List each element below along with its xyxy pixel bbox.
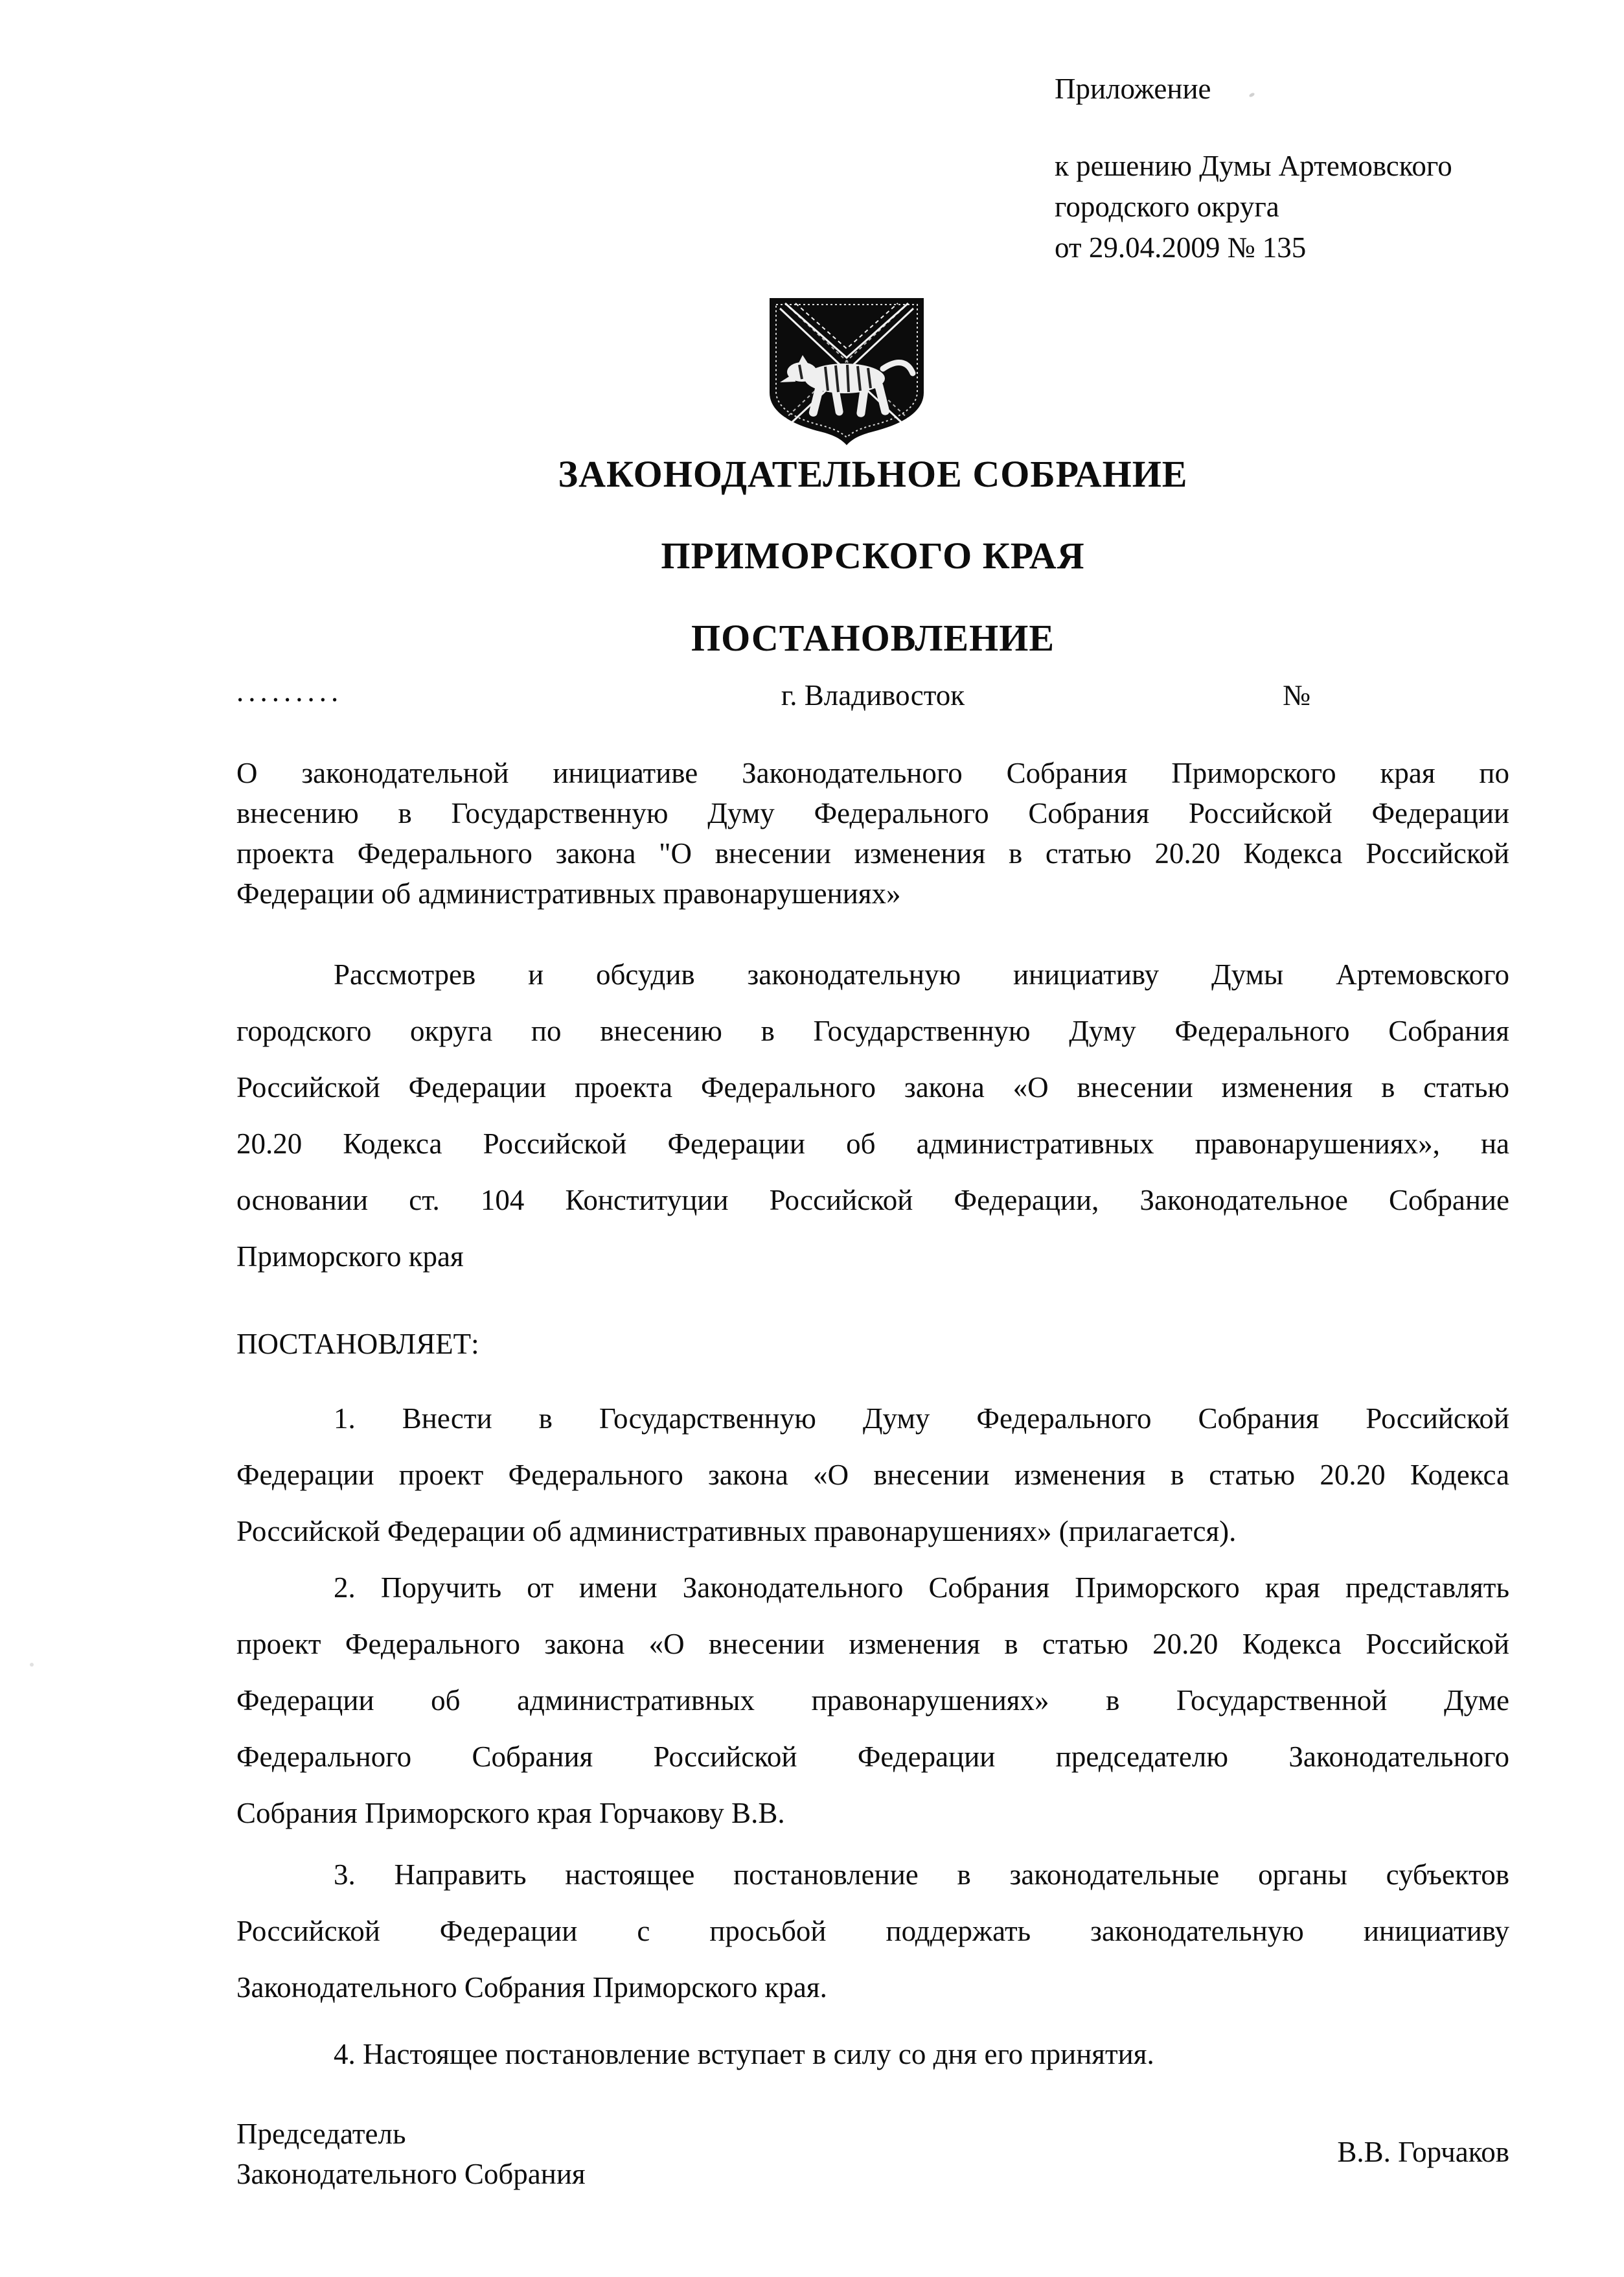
number-sign: № (1283, 679, 1310, 711)
org-name-line1: ЗАКОНОДАТЕЛЬНОЕ СОБРАНИЕ (558, 453, 1188, 495)
item-2-line: Собрания Приморского края Горчакову В.В. (236, 1797, 785, 1829)
subject-line: проекта Федерального закона "О внесении изменения в статью 20.20 Кодекса Российской (236, 837, 1509, 870)
paragraph-line: Рассмотрев и обсудив законодательную инициативу Думы Артемовского (334, 958, 1509, 991)
signature-block (236, 2114, 1509, 2194)
item-1-line: Российской Федерации об административных правонарушениях» (прилагается). (236, 1515, 1237, 1547)
signer-position-line: Председатель (236, 2118, 406, 2150)
item-3-line: Российской Федерации с просьбой поддержать законодательную инициативу (236, 1915, 1509, 1947)
item-3-line: 3. Направить настоящее постановление в законодательные органы субъектов (334, 1858, 1509, 1891)
signer-name: В.В. Горчаков (1337, 2136, 1509, 2168)
subject-line: внесению в Государственную Думу Федерального Собрания Российской Федерации (236, 797, 1509, 829)
org-name-line2: ПРИМОРСКОГО КРАЯ (661, 535, 1085, 577)
subject-line: Федерации об административных правонарушениях» (236, 877, 901, 910)
document-type-title: ПОСТАНОВЛЕНИЕ (691, 617, 1055, 659)
paragraph-line: Российской Федерации проекта Федерального закона «О внесении изменения в статью (236, 1071, 1509, 1104)
primorsky-krai-coat-of-arms-icon (766, 295, 928, 446)
appendix-line: к решению Думы Артемовского (1055, 150, 1452, 182)
paragraph-line: основании ст. 104 Конституции Российской Федерации, Законодательное Собрание (236, 1184, 1509, 1216)
subject-paragraph (236, 753, 1509, 914)
item-4-line: 4. Настоящее постановление вступает в силу со дня его принятия. (334, 2038, 1154, 2070)
scan-speck (30, 1663, 34, 1667)
subject-line: О законодательной инициативе Законодательного Собрания Приморского края по (236, 757, 1509, 789)
date-placeholder-dots: ......... (236, 675, 343, 708)
item-2-line: 2. Поручить от имени Законодательного Собрания Приморского края представлять (334, 1571, 1509, 1604)
item-1-line: Федерации проект Федерального закона «О внесении изменения в статью 20.20 Кодекса (236, 1459, 1509, 1491)
paragraph-line: 20.20 Кодекса Российской Федерации об административных правонарушениях», на (236, 1127, 1509, 1160)
appendix-note (1055, 69, 1495, 268)
appendix-line: городского округа (1055, 191, 1279, 223)
item-2-line: Федерального Собрания Российской Федерации председателю Законодательного (236, 1740, 1509, 1773)
item-2-line: проект Федерального закона «О внесении изменения в статью 20.20 Кодекса Российской (236, 1628, 1509, 1660)
appendix-title: Приложение (1055, 73, 1211, 105)
document-body (236, 947, 1509, 2083)
item-3-line: Законодательного Собрания Приморского края. (236, 1971, 827, 2004)
appendix-line: от 29.04.2009 № 135 (1055, 231, 1307, 264)
place-and-number-row (236, 674, 1509, 717)
item-1-line: 1. Внести в Государственную Думу Федерального Собрания Российской (334, 1402, 1509, 1435)
resolves-label: ПОСТАНОВЛЯЕТ: (236, 1328, 479, 1360)
paragraph-line: городского округа по внесению в Государственную Думу Федерального Собрания (236, 1015, 1509, 1047)
signer-position-line: Законодательного Собрания (236, 2158, 586, 2190)
item-2-line: Федерации об административных правонарушениях» в Государственной Думе (236, 1684, 1509, 1716)
spacer (1055, 110, 1495, 146)
paragraph-line: Приморского края (236, 1240, 464, 1273)
city-label: г. Владивосток (781, 679, 965, 711)
